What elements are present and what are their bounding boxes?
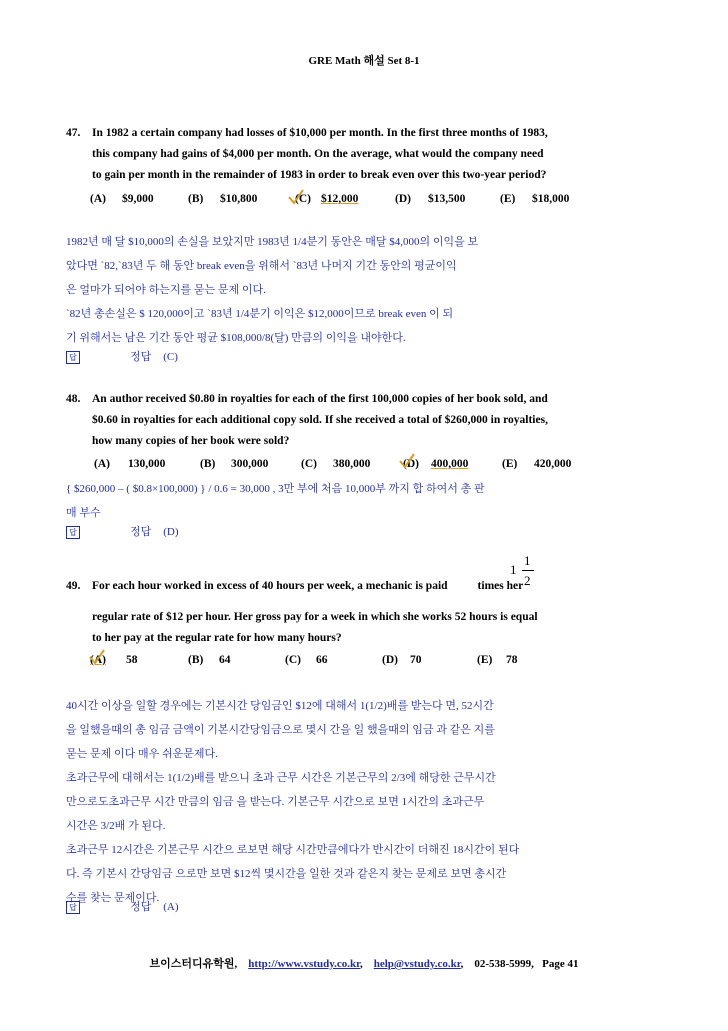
explanation-line: 수를 찾는 문제이다. xyxy=(66,892,160,904)
checkmark-icon xyxy=(88,648,106,666)
explanation-line: 시간은 3/2배 가 된다. xyxy=(66,820,166,832)
answer-49 xyxy=(66,898,179,914)
choice-label: (E) xyxy=(502,458,518,470)
checkmark-icon xyxy=(287,188,305,206)
answer-mark-icon: 답 xyxy=(66,901,80,914)
question-text-line: An author received $0.80 in royalties for each of the first 100,000 copies of her book sold, and xyxy=(92,393,548,405)
answer-label: 정답 xyxy=(130,901,152,913)
choice-label: (B) xyxy=(188,193,204,205)
choice-label: (B) xyxy=(200,458,216,470)
fraction-bar xyxy=(522,570,534,571)
answer-47 xyxy=(66,348,178,364)
choice-label: (D) xyxy=(382,654,398,666)
explanation-line: 1982년 매 달 $10,000의 손실을 보았지만 1983년 1/4분기 동안은 매달 $4,000의 이익을 보 xyxy=(66,236,479,248)
question-text-line: times her xyxy=(477,580,524,592)
choice-value: $9,000 xyxy=(122,193,154,205)
choice-value-correct: $12,000 xyxy=(321,193,359,205)
choice-value: 380,000 xyxy=(333,458,371,470)
question-text-line: to gain per month in the remainder of 1983 in order to break even over this two-year period? xyxy=(92,169,547,181)
choice-value: 70 xyxy=(410,654,422,666)
choice-value: $10,800 xyxy=(220,193,258,205)
explanation-line: 40시간 이상을 일할 경우에는 기본시간 당임금인 $12에 대해서 1(1/2)배를 받는다 면, 52시간 xyxy=(66,700,494,712)
fraction-numerator: 1 xyxy=(524,553,531,568)
page-header: GRE Math 해설 Set 8-1 xyxy=(308,55,420,67)
answer-48 xyxy=(66,523,179,539)
explanation-line: 만으로도초과근무 시간 만큼의 임금 을 받는다. 기본근무 시간으로 보면 1시간의 초과근무 xyxy=(66,796,485,808)
explanation-line: 초과근무에 대해서는 1(1/2)배를 받으니 초과 근무 시간은 기본근무의 2/3에 해당한 근무시간 xyxy=(66,772,496,784)
explanation-line: 매 부수 xyxy=(66,507,101,519)
question-number: 48. xyxy=(66,393,81,405)
question-text-line: For each hour worked in excess of 40 hours per week, a mechanic is paid xyxy=(92,580,448,592)
answer-label: 정답 xyxy=(130,351,152,363)
explanation-line: 다. 즉 기본시 간당임금 으로만 보면 $12씩 몇시간을 일한 것과 같은지 찾는 문제로 보면 총시간 xyxy=(66,868,507,880)
checkmark-icon xyxy=(398,452,416,470)
choice-value: $18,000 xyxy=(532,193,570,205)
choice-value: 300,000 xyxy=(231,458,269,470)
question-number: 47. xyxy=(66,127,81,139)
choice-label: (D) xyxy=(395,193,411,205)
choice-value: 420,000 xyxy=(534,458,572,470)
question-text-line: In 1982 a certain company had losses of $10,000 per month. In the first three months of 1983, xyxy=(92,127,548,139)
question-47 xyxy=(66,123,596,186)
choice-label: (C) xyxy=(301,458,317,470)
fraction-denominator: 2 xyxy=(524,573,531,588)
explanation-line: `82년 총손실은 $ 120,000이고 `83년 1/4분기 이익은 $12,000이므로 break even 이 되 xyxy=(66,308,454,320)
answer-mark-icon: 답 xyxy=(66,526,80,539)
question-text-line: how many copies of her book were sold? xyxy=(92,435,290,447)
explanation-49 xyxy=(66,694,606,910)
answer-label: 정답 xyxy=(130,526,152,538)
choice-label: (A) xyxy=(90,193,106,205)
answer-value: (D) xyxy=(163,526,179,538)
choice-label: (C) xyxy=(295,193,311,205)
explanation-line: 을 일했을때의 총 임금 금액이 기본시간당임금으로 몇시 간을 일 했을때의 임금 과 같은 지를 xyxy=(66,724,495,736)
choice-value-correct: 58 xyxy=(126,654,138,666)
explanation-line: 기 위해서는 남은 기간 동안 평균 $108,000/8(달) 만큼의 이익을 내야한다. xyxy=(66,332,406,344)
footer-company: 브이스터디유학원, xyxy=(149,958,238,970)
question-49 xyxy=(66,576,596,597)
choice-label: (B) xyxy=(188,654,204,666)
question-text-line: to her pay at the regular rate for how many hours? xyxy=(92,632,342,644)
question-text-line: regular rate of $12 per hour. Her gross pay for a week in which she works 52 hours is equal xyxy=(92,611,538,623)
explanation-line: { $260,000 – ( $0.8×100,000) } / 0.6 = 30,000 , 3만 부에 처음 10,000부 까지 합 하여서 총 판 xyxy=(66,483,485,495)
answer-value: (C) xyxy=(163,351,178,363)
question-number: 49. xyxy=(66,580,81,592)
choice-label: (D) xyxy=(403,458,419,470)
explanation-48 xyxy=(66,477,606,525)
choice-label: (C) xyxy=(285,654,301,666)
choice-label: (E) xyxy=(477,654,493,666)
choice-label: (A) xyxy=(94,458,110,470)
choice-value-correct: 400,000 xyxy=(431,458,469,470)
choice-label: (E) xyxy=(500,193,516,205)
explanation-line: 묻는 문제 이다 매우 쉬운문제다. xyxy=(66,748,218,760)
question-48 xyxy=(66,389,596,452)
question-text-line: $0.60 in royalties for each additional copy sold. If she received a total of $260,000 in royalties, xyxy=(92,414,548,426)
choice-value: 130,000 xyxy=(128,458,166,470)
explanation-47 xyxy=(66,230,606,350)
footer-phone: 02-538-5999, xyxy=(474,958,534,970)
choice-label-correct: (A) xyxy=(90,654,106,666)
choice-value: 78 xyxy=(506,654,518,666)
footer-website-link[interactable]: http://www.vstudy.co.kr xyxy=(248,958,360,970)
question-text-line: this company had gains of $4,000 per month. On the average, what would the company need xyxy=(92,148,544,160)
fraction-whole: 1 xyxy=(510,562,517,577)
choice-value: 64 xyxy=(219,654,231,666)
choice-value: $13,500 xyxy=(428,193,466,205)
explanation-line: 았다면 `82,`83년 두 해 동안 break even을 위해서 `83년 나머지 기간 동안의 평균이익 xyxy=(66,260,457,272)
explanation-line: 초과근무 12시간은 기본근무 시간으 로보면 해당 시간만큼에다가 반시간이 더해진 18시간이 된다 xyxy=(66,844,520,856)
footer-page-number: Page 41 xyxy=(542,958,579,970)
question-49-cont xyxy=(66,607,596,649)
explanation-line: 은 얼마가 되어야 하는지를 묻는 문제 이다. xyxy=(66,284,266,296)
answer-mark-icon: 답 xyxy=(66,351,80,364)
page-footer: 브이스터디유학원, http://www.vstudy.co.kr, help@vstudy.co.kr, 02-538-5999, Page 41 xyxy=(149,958,579,970)
footer-email-link[interactable]: help@vstudy.co.kr xyxy=(373,958,461,970)
answer-value: (A) xyxy=(163,901,179,913)
choice-value: 66 xyxy=(316,654,328,666)
